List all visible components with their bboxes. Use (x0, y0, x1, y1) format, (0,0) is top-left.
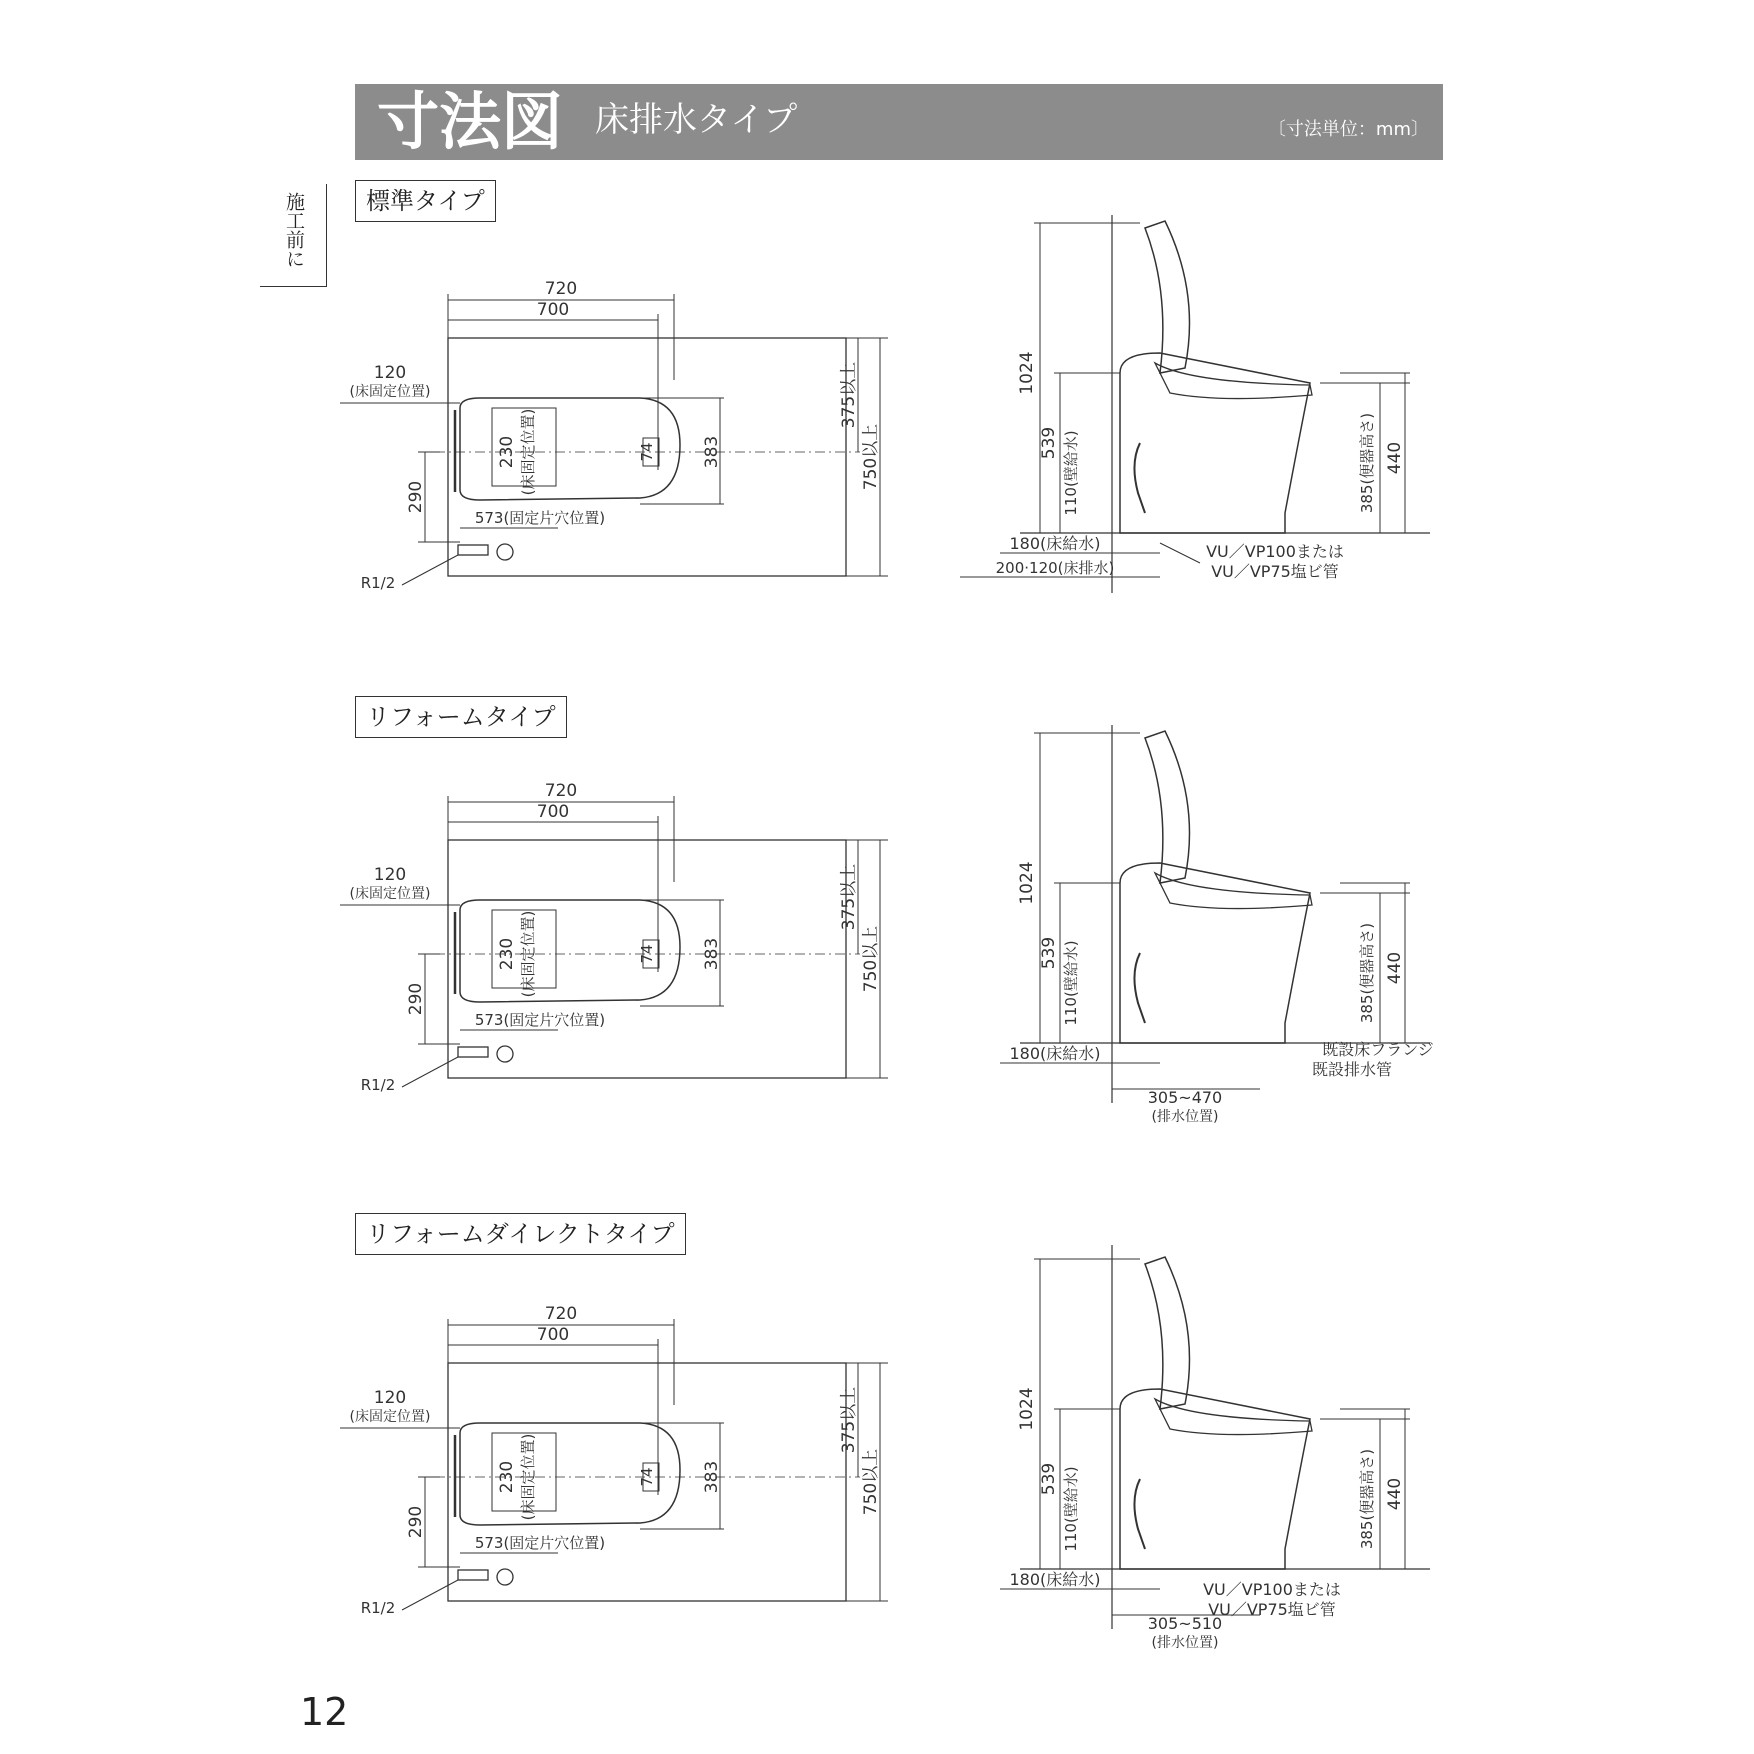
dim-120: 120 (373, 1388, 407, 1408)
existing-drain-note: 既設排水管 (1311, 1060, 1393, 1079)
dim-539: 539 (1039, 936, 1059, 970)
page-subtitle: 床排水タイプ (595, 100, 798, 140)
dim-385: 385(便器高さ) (1358, 412, 1376, 514)
toilet-side-body (1120, 353, 1310, 533)
dim-305-drain-position: 305~510 (1147, 1614, 1223, 1633)
dim-440: 440 (1385, 441, 1405, 475)
dim-539: 539 (1039, 426, 1059, 460)
flange-note: 既設床フランジ (1322, 1040, 1434, 1059)
dim-440: 440 (1385, 951, 1405, 985)
toilet-side-body (1120, 1389, 1310, 1569)
dim-230-note: (床固定位置) (519, 1433, 537, 1521)
drain-note-line1: VU／VP100または (1203, 1580, 1341, 1599)
dim-700: 700 (536, 300, 570, 320)
dim-230: 230 (497, 1460, 517, 1494)
dim-180-floor-supply: 180(床給水) (1009, 1044, 1101, 1063)
dim-750: 750以上 (861, 925, 881, 993)
dim-290: 290 (406, 480, 426, 514)
dim-375: 375以上 (839, 1386, 859, 1454)
dim-290: 290 (406, 982, 426, 1016)
dim-120: 120 (373, 865, 407, 885)
plan-view-reform-direct (340, 1295, 920, 1645)
dim-700: 700 (536, 802, 570, 822)
dim-720: 720 (544, 781, 578, 801)
page-number: 12 (300, 1690, 349, 1734)
toilet-lid (1145, 1257, 1190, 1409)
dim-573: 573(固定片穴位置) (474, 1534, 606, 1552)
dimension-line (402, 1057, 458, 1087)
dim-74: 74 (638, 442, 656, 462)
dim-750: 750以上 (861, 1448, 881, 1516)
drain-note-line1: VU／VP100または (1206, 542, 1344, 561)
supply-valve (497, 1046, 513, 1062)
dim-1024: 1024 (1017, 1387, 1037, 1431)
dim-1024: 1024 (1017, 861, 1037, 905)
unit-note: 〔寸法単位：mm〕 (1267, 119, 1429, 140)
dim-230: 230 (497, 435, 517, 469)
dim-573: 573(固定片穴位置) (474, 1011, 606, 1029)
dim-120-note: (床固定位置) (349, 886, 431, 902)
dim-383: 383 (702, 1460, 722, 1494)
side-view-reform (960, 725, 1460, 1165)
supply-valve (497, 1569, 513, 1585)
dim-383: 383 (702, 435, 722, 469)
supply-valve (497, 544, 513, 560)
dim-r12: R1/2 (360, 574, 396, 592)
dim-r12: R1/2 (360, 1076, 396, 1094)
toilet-lid (1145, 221, 1190, 373)
dim-385: 385(便器高さ) (1358, 922, 1376, 1024)
toilet-lid (1145, 731, 1190, 883)
dim-230-note: (床固定位置) (519, 408, 537, 496)
supply-pipe (458, 1570, 488, 1580)
supply-pipe (458, 545, 488, 555)
dim-720: 720 (544, 1304, 578, 1324)
dim-305-drain-position: 305~470 (1147, 1088, 1223, 1107)
side-view-standard (960, 215, 1460, 645)
dim-120-note: (床固定位置) (349, 1409, 431, 1425)
dim-375: 375以上 (839, 863, 859, 931)
dim-573: 573(固定片穴位置) (474, 509, 606, 527)
dim-1024: 1024 (1017, 351, 1037, 395)
dim-74: 74 (638, 1467, 656, 1487)
side-view-reform-direct (960, 1245, 1460, 1685)
dim-375: 375以上 (839, 361, 859, 429)
dim-120-note: (床固定位置) (349, 384, 431, 400)
dim-539: 539 (1039, 1462, 1059, 1496)
supply-pipe (458, 1047, 488, 1057)
drain-note-line2: VU／VP75塩ビ管 (1208, 1600, 1336, 1619)
wall-supply-pipe (1134, 1479, 1145, 1549)
dim-230: 230 (497, 937, 517, 971)
dim-110-wall-supply: 110(壁給水) (1062, 940, 1080, 1026)
dim-r12: R1/2 (360, 1599, 396, 1617)
dim-305-drain-note: (排水位置) (1151, 1109, 1219, 1125)
section-title-standard: 標準タイプ (355, 180, 496, 222)
dim-290: 290 (406, 1505, 426, 1539)
dim-180-floor-supply: 180(床給水) (1009, 534, 1101, 553)
wall-supply-pipe (1134, 953, 1145, 1023)
title-banner (355, 84, 1443, 160)
dim-305-drain-note: (排水位置) (1151, 1635, 1219, 1651)
dimension-line (402, 555, 458, 585)
toilet-side-body (1120, 863, 1310, 1043)
dim-230-note: (床固定位置) (519, 910, 537, 998)
dimension-line (1160, 543, 1200, 563)
section-title-reform-direct: リフォームダイレクトタイプ (355, 1213, 686, 1255)
dim-200-120-floor-drain: 200·120(床排水) (995, 559, 1115, 577)
dim-110-wall-supply: 110(壁給水) (1062, 1466, 1080, 1552)
plan-view-reform (340, 772, 920, 1122)
dim-750: 750以上 (861, 423, 881, 491)
dim-110-wall-supply: 110(壁給水) (1062, 430, 1080, 516)
section-title-reform: リフォームタイプ (355, 696, 567, 738)
wall-supply-pipe (1134, 443, 1145, 513)
dim-120: 120 (373, 363, 407, 383)
side-tab-label: 施工前に (283, 192, 305, 268)
drain-note-line2: VU／VP75塩ビ管 (1211, 562, 1339, 581)
dim-720: 720 (544, 279, 578, 299)
dim-385: 385(便器高さ) (1358, 1448, 1376, 1550)
dim-383: 383 (702, 937, 722, 971)
side-tab (260, 184, 327, 287)
dim-180-floor-supply: 180(床給水) (1009, 1570, 1101, 1589)
dim-74: 74 (638, 944, 656, 964)
dim-700: 700 (536, 1325, 570, 1345)
plan-view-standard (340, 270, 920, 620)
page-title: 寸法図 (377, 85, 564, 158)
dimension-line (402, 1580, 458, 1610)
dim-440: 440 (1385, 1477, 1405, 1511)
